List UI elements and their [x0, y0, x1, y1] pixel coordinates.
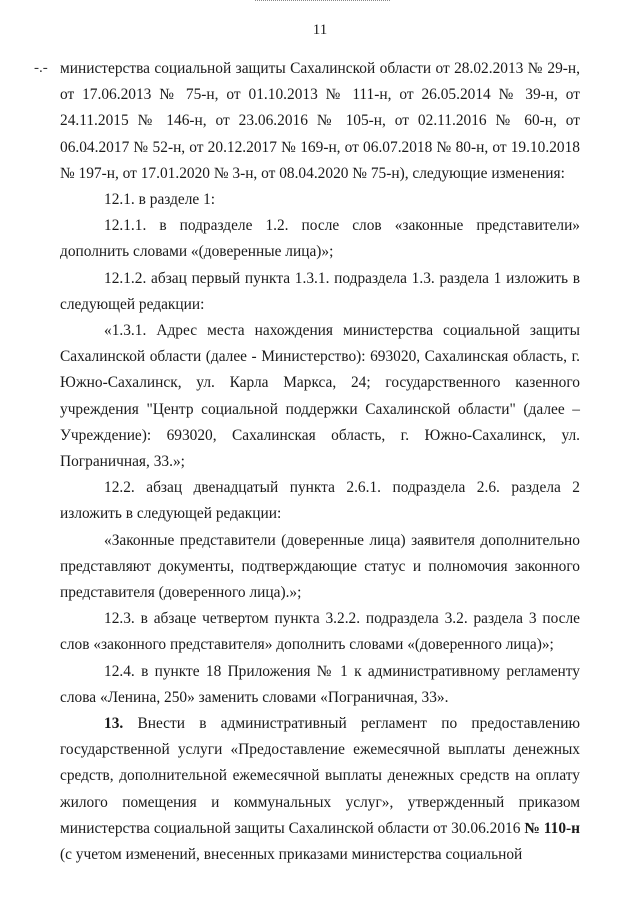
document-body: [60, 56, 580, 868]
paragraph-12-1-1: 12.1.1. в подразделе 1.2. после слов «законные представители» дополнить словами «(доверенные лица)»;: [60, 217, 580, 261]
paragraph-quote-representatives: «Законные представители (доверенные лица) заявителя дополнительно представляют документы, подтверждающие статус и полномочия законного представителя (доверенного лица).»;: [60, 531, 580, 602]
paragraph-quote-1-3-1: «1.3.1. Адрес места нахождения министерства социальной защиты Сахалинской области (далее - Министерство): 693020, Сахалинская область, г. Южно-Сахалинск, ул. Карла Маркса, 24; государственного казенного учреждения "Центр социальной поддержки Сахалинской области" (далее – Учреждение): 693020, Сахалинская область, г. Южно-Сахалинск, ул. Пограничная, 33.»;: [60, 322, 580, 471]
paragraph-12-3: 12.3. в абзаце четвертом пункта 3.2.2. подраздела 3.2. раздела 3 после слов «законного представителя» дополнить словами «(доверенного лица)»;: [60, 610, 580, 654]
paragraph-continuation: министерства социальной защиты Сахалинской области от 28.02.2013 № 29-н, от 17.06.2013 № 75-н, от 01.10.2013 № 111-н, от 26.05.2014 № 39-н, от 24.11.2015 № 146-н, от 23.06.2016 № 105-н, от 02.11.2016 № 60-н, от 06.04.2017 № 52-н, от 20.12.2017 № 169-н, от 06.07.2018 № 80-н, от 19.10.2018 № 197-н, от 17.01.2020 № 3-н, от 08.04.2020 № 75-н), следующие изменения:: [60, 60, 580, 182]
paragraph-12-4: 12.4. в пункте 18 Приложения № 1 к административному регламенту слова «Ленина, 250» заменить словами «Пограничная, 33».: [60, 662, 580, 706]
page-number: 11: [312, 22, 328, 38]
item-number: 13.: [104, 715, 124, 733]
paragraph-12-1-2: 12.1.2. абзац первый пункта 1.3.1. подраздела 1.3. раздела 1 изложить в следующей редакции:: [60, 269, 580, 313]
scan-top-mark: [255, 0, 390, 6]
paragraph-13: [60, 711, 580, 868]
order-number: № 110-н: [524, 819, 581, 837]
paragraph-12-1: 12.1. в разделе 1:: [104, 191, 216, 209]
paragraph-12-2: 12.2. абзац двенадцатый пункта 2.6.1. подраздела 2.6. раздела 2 изложить в следующей редакции:: [60, 479, 580, 523]
item-text: Внести в административный регламент по предоставлению государственной услуги «Предоставление ежемесячной выплаты денежных средств, дополнительной ежемесячной выплаты денежных средств на оплату жилого помещения и коммунальных услуг», утвержденный приказом министерства социальной защиты Сахалинской области от 30.06.2016: [60, 715, 580, 837]
margin-mark: -.-: [34, 60, 48, 76]
item-text-tail: (с учетом изменений, внесенных приказами министерства социальной: [60, 846, 523, 864]
